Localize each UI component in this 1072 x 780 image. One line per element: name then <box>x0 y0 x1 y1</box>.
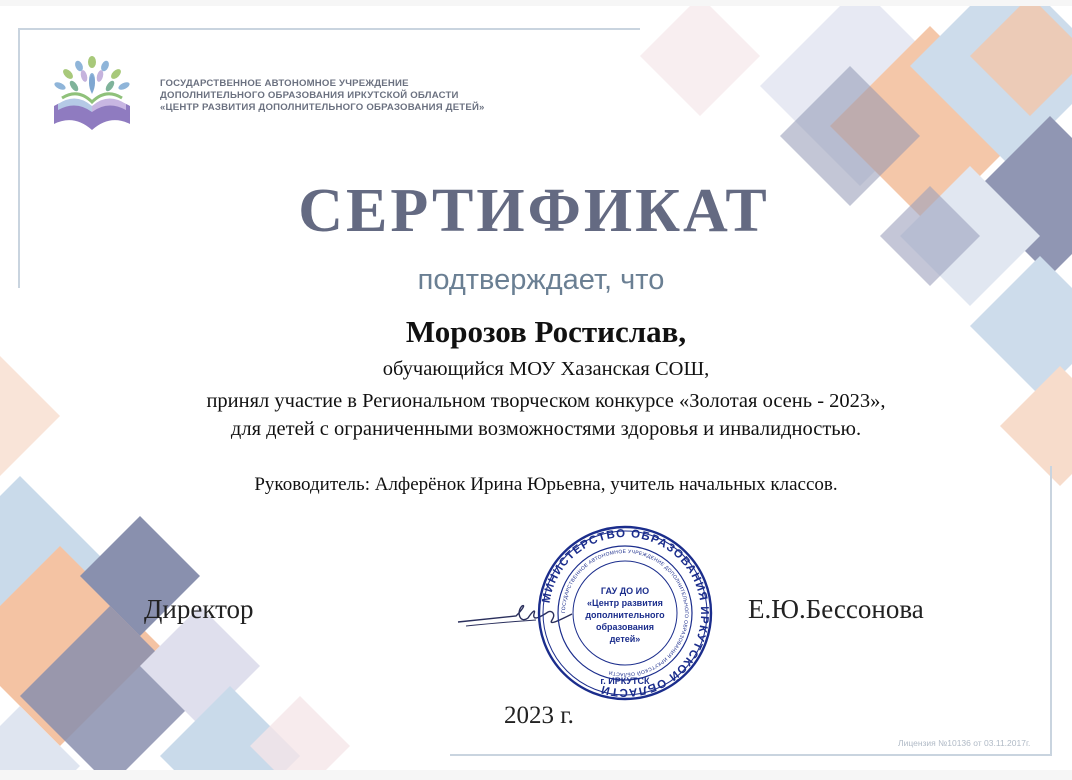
recipient-name: Морозов Ростислав, <box>405 314 687 349</box>
signer-name: Е.Ю.Бессонова <box>748 594 924 624</box>
org-line-2: ДОПОЛНИТЕЛЬНОГО ОБРАЗОВАНИЯ ИРКУТСКОЙ ОБЛАСТИ <box>160 90 459 101</box>
category-line: для детей с ограниченными возможностями здоровья и инвалидностью. <box>230 418 862 440</box>
stamp-center-line-3: дополнительного <box>585 610 665 620</box>
frame-bottom-line <box>450 754 1050 756</box>
svg-text:ГОСУДАРСТВЕННОЕ АВТОНОМНОЕ УЧР: ГОСУДАРСТВЕННОЕ АВТОНОМНОЕ УЧРЕЖДЕНИЕ ДОПОЛНИТЕЛЬНОГО ОБРАЗОВАНИЯ ИРКУТСКОЙ ОБЛАСТИ <box>560 548 690 678</box>
organization-name <box>160 78 485 114</box>
frame-left-line <box>18 28 20 288</box>
official-stamp <box>536 524 714 702</box>
stamp-center-line-4: образования <box>595 622 655 632</box>
contest-line: принял участие в Региональном творческом конкурсе «Золотая осень - 2023», <box>206 390 886 412</box>
stamp-center-line-1: ГАУ ДО ИО <box>600 586 650 596</box>
stamp-outer-text: МИНИСТЕРСТВО ОБРАЗОВАНИЯ ИРКУТСКОЙ ОБЛАСТИ <box>540 527 711 699</box>
frame-right-line <box>1050 466 1052 756</box>
certificate-page <box>0 6 1072 770</box>
director-label: Директор <box>144 594 254 624</box>
confirms-text: подтверждает, что <box>417 264 665 296</box>
tree-book-icon <box>46 54 138 138</box>
org-line-1: ГОСУДАРСТВЕННОЕ АВТОНОМНОЕ УЧРЕЖДЕНИЕ <box>160 78 409 89</box>
license-text: Лицензия №10136 от 03.11.2017г. <box>898 738 1031 748</box>
frame-top-line <box>18 28 640 30</box>
stamp-center-line-2: «Центр развития <box>587 598 663 608</box>
stamp-city: г. ИРКУТСК <box>600 676 650 686</box>
school-line: обучающийся МОУ Хазанская СОШ, <box>382 358 710 380</box>
leader-line: Руководитель: Алферёнок Ирина Юрьевна, учитель начальных классов. <box>254 474 838 495</box>
certificate-title: СЕРТИФИКАТ <box>298 177 770 245</box>
year-text: 2023 г. <box>504 702 574 729</box>
org-line-3: «ЦЕНТР РАЗВИТИЯ ДОПОЛНИТЕЛЬНОГО ОБРАЗОВАНИЯ ДЕТЕЙ» <box>160 102 485 113</box>
stamp-center-line-5: детей» <box>609 634 641 644</box>
